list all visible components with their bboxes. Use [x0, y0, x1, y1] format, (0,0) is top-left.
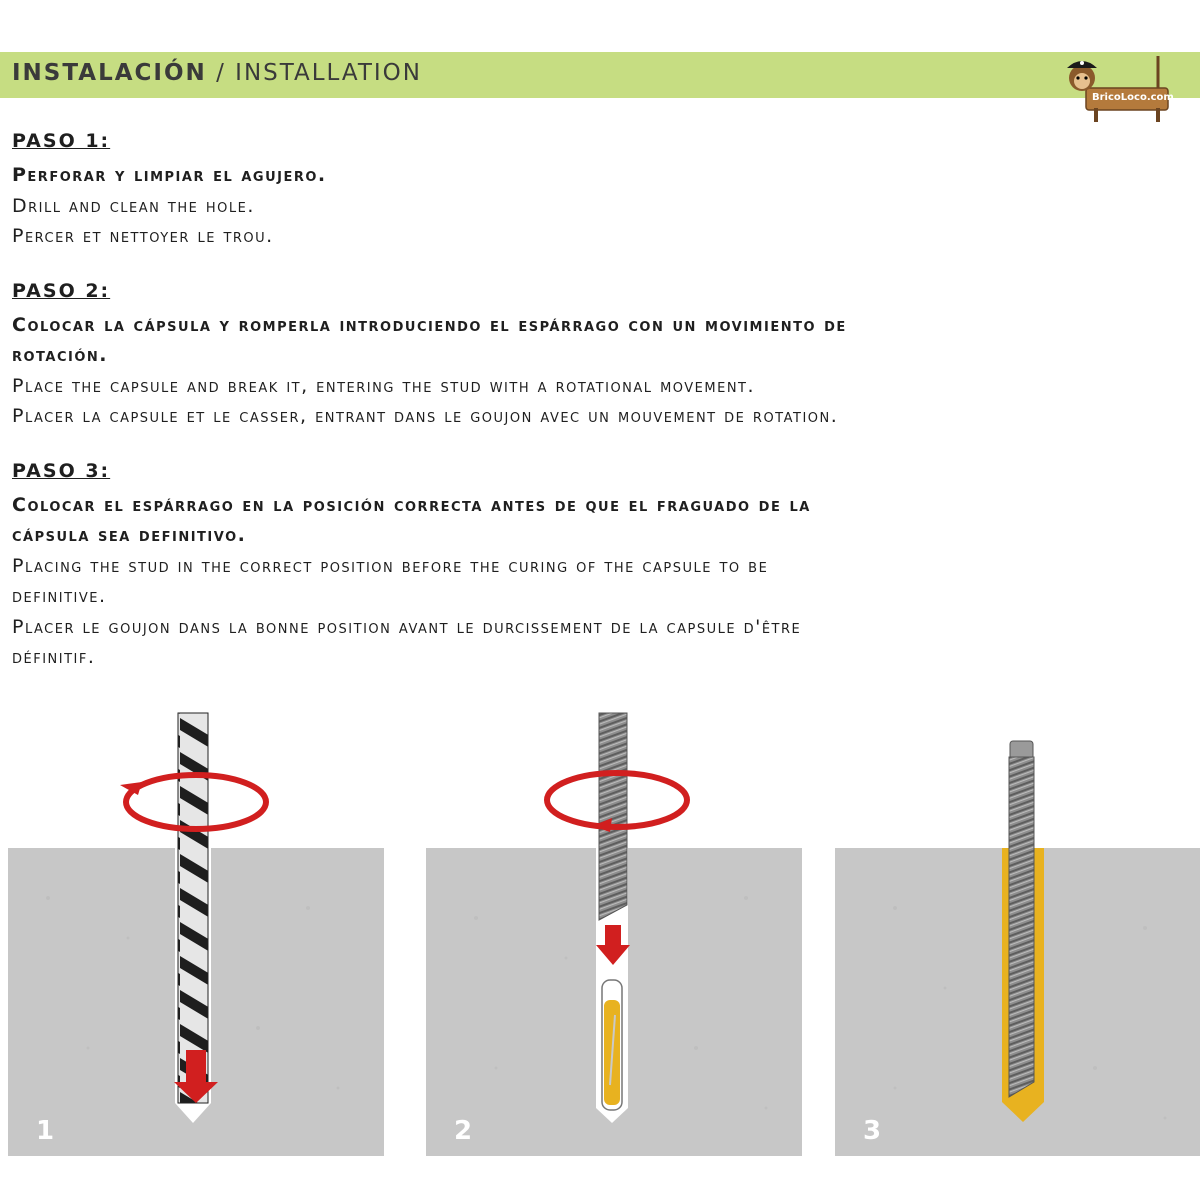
logo-text: BricoLoco.com: [1092, 92, 1174, 103]
step-line: Placer la capsule et le casser, entrant dans le goujon avec un mouvement de rotation.: [12, 405, 839, 427]
step-line: Colocar el espárrago en la posición correcta antes de que el fraguado de la: [12, 493, 811, 516]
step-title: PASO 3:: [12, 459, 111, 482]
step-line: definitive.: [12, 585, 107, 607]
step-line: Perforar y limpiar el agujero.: [12, 164, 327, 186]
step-line: Place the capsule and break it, entering the stud with a rotational movement.: [12, 374, 756, 397]
step-title: PASO 2:: [12, 279, 111, 302]
step-line: Placing the stud in the correct position before the curing of the capsule to be: [12, 554, 769, 577]
step-line: rotación.: [12, 344, 109, 366]
panel-number: 1: [36, 1116, 55, 1146]
panel-number: 2: [454, 1116, 473, 1146]
title-separator: /: [206, 60, 236, 86]
stud-breaking-capsule-icon: [547, 713, 687, 1123]
step-line: définitif.: [12, 646, 96, 668]
stud-set-in-resin-icon: [1002, 741, 1044, 1122]
title-spanish: INSTALACIÓN: [12, 60, 207, 86]
step-title: PASO 1:: [12, 130, 111, 152]
step-line: Colocar la cápsula y romperla introduciendo el espárrago con un movimiento de: [12, 313, 847, 336]
panel-number: 3: [863, 1116, 882, 1146]
title-english: INSTALLATION: [235, 60, 422, 86]
step-line: Percer et nettoyer le trou.: [12, 225, 274, 247]
drill-bit-rotating-icon: [120, 713, 266, 1123]
step-line: Placer le goujon dans la bonne position avant le durcissement de la capsule d'être: [12, 615, 802, 638]
step-line: Drill and clean the hole.: [12, 194, 255, 217]
step-line: cápsula sea definitivo.: [12, 524, 247, 546]
